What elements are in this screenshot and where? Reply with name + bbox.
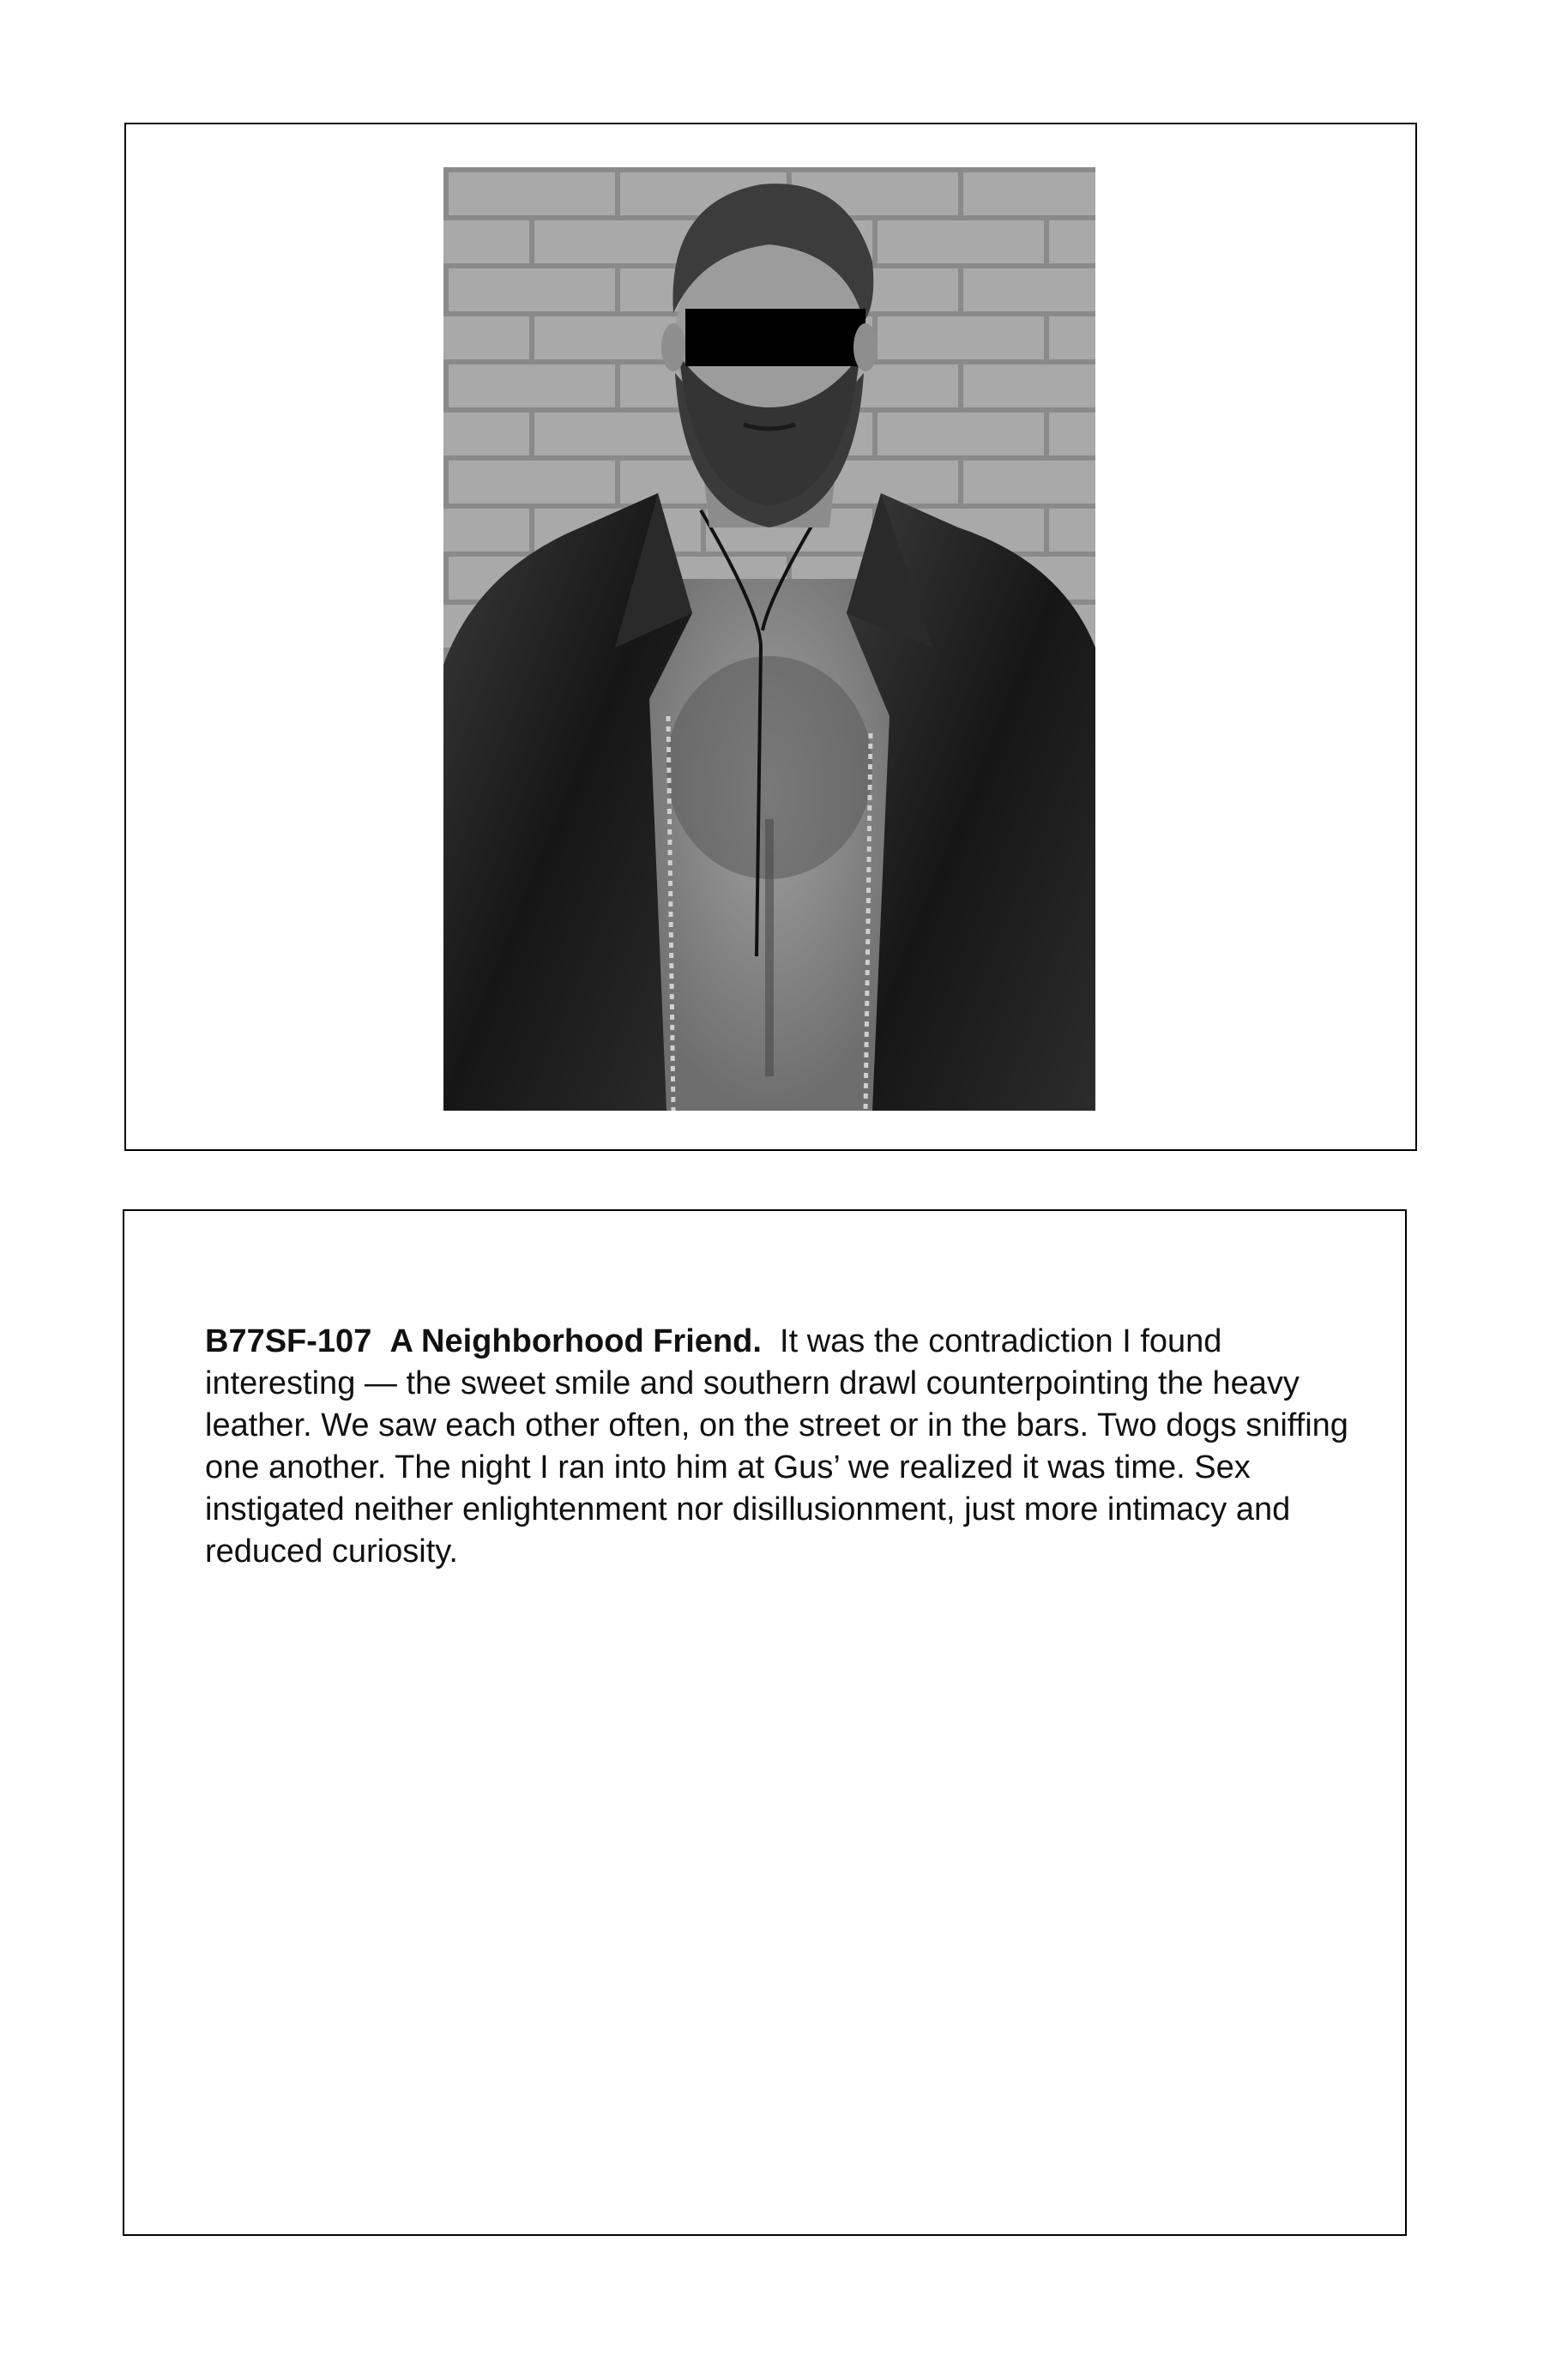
caption-frame — [123, 1209, 1407, 2236]
photo-caption — [205, 1321, 1354, 1573]
catalog-number: B77SF-107 — [205, 1323, 372, 1359]
caption-body: It was the contradiction I found interesting — the sweet smile and southern drawl counterpointing the heavy leather. We saw each other often, on the street or in the bars. Two dogs sniffing one another. The night I ran into him at Gus’ we realized it was time. Sex instigated neither enlightenment nor disillusionment, just more intimacy and reduced curiosity. — [205, 1323, 1348, 1570]
portrait-photo — [443, 167, 1095, 1111]
caption-title: A Neighborhood Friend. — [389, 1323, 762, 1359]
portrait-illustration — [443, 167, 1095, 1111]
photo-frame — [124, 123, 1417, 1151]
